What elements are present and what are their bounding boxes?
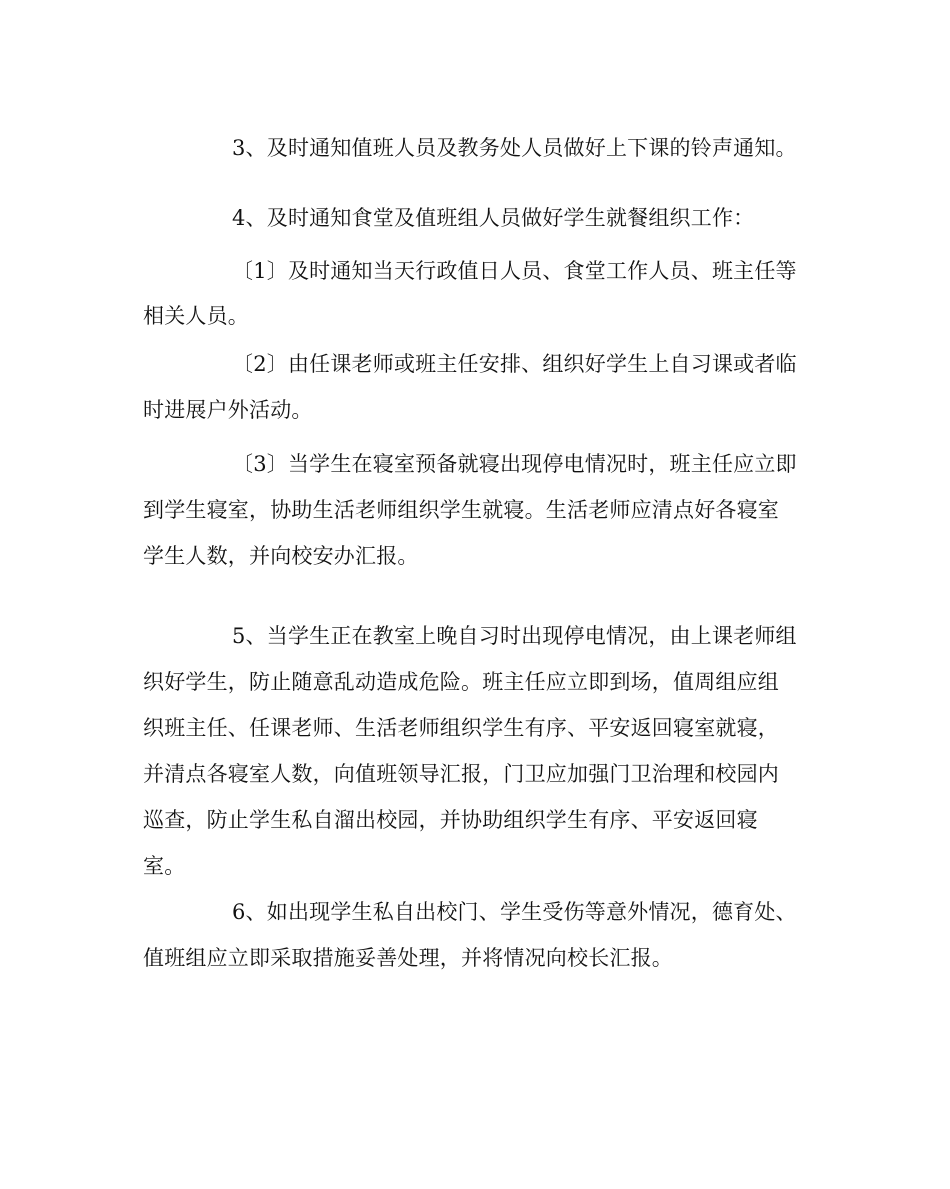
- paragraph-4-line-1: 4、及时通知食堂及值班组人员做好学生就餐组织工作：: [232, 206, 755, 230]
- item-2-line-1: 〔2〕由任课老师或班主任安排、组织好学生上自习课或者临: [232, 352, 797, 376]
- paragraph-5-line-4: 并清点各寝室人数，向值班领导汇报，门卫应加强门卫治理和校园内: [143, 762, 779, 786]
- paragraph-6-line-2: 值班组应立即采取措施妥善处理，并将情况向校长汇报。: [143, 946, 673, 970]
- item-3-line-2: 到学生寝室，协助生活老师组织学生就寝。生活老师应清点好各寝室: [143, 498, 779, 522]
- paragraph-5-line-1: 5、当学生正在教室上晚自习时出现停电情况，由上课老师组: [232, 624, 797, 648]
- item-3-line-3: 学生人数，并向校安办汇报。: [143, 544, 419, 568]
- item-1-line-1: 〔1〕及时通知当天行政值日人员、食堂工作人员、班主任等: [232, 259, 797, 283]
- paragraph-3-line-1: 3、及时通知值班人员及教务处人员做好上下课的铃声通知。: [232, 136, 797, 160]
- paragraph-5-line-2: 织好学生，防止随意乱动造成危险。班主任应立即到场，值周组应组: [143, 670, 779, 694]
- item-3-line-1: 〔3〕当学生在寝室预备就寝出现停电情况时，班主任应立即: [232, 452, 797, 476]
- item-1-line-2: 相关人员。: [143, 304, 249, 328]
- paragraph-5-line-3: 织班主任、任课老师、生活老师组织学生有序、平安返回寝室就寝，: [143, 716, 779, 740]
- paragraph-5-line-6: 室。: [143, 854, 186, 878]
- paragraph-5-line-5: 巡查，防止学生私自溜出校园，并协助组织学生有序、平安返回寝: [143, 808, 758, 832]
- paragraph-6-line-1: 6、如出现学生私自出校门、学生受伤等意外情况，德育处、: [232, 900, 797, 924]
- item-2-line-2: 时进展户外活动。: [143, 398, 313, 422]
